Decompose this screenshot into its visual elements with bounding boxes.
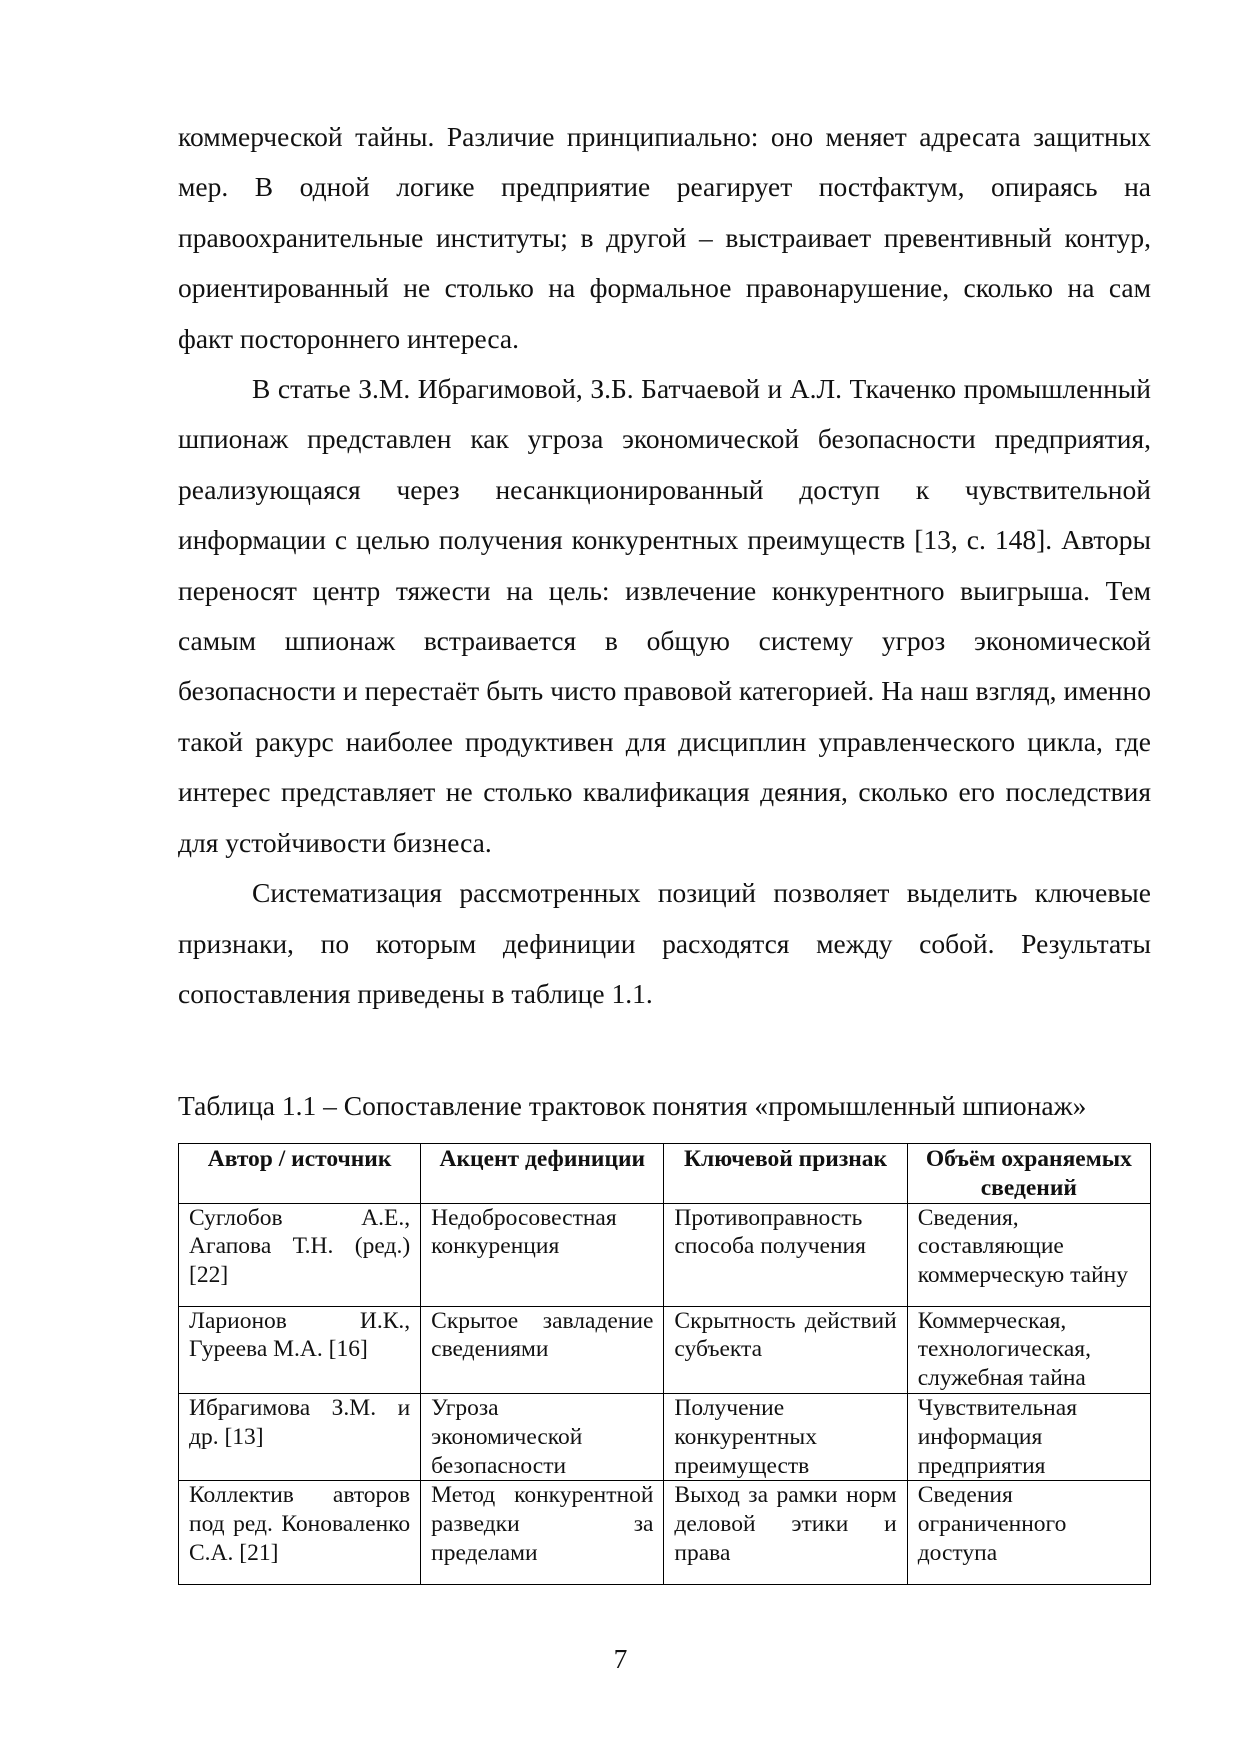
header-author: Автор / источник (179, 1144, 421, 1204)
table-cell: Чувствительная информация предприятия (907, 1393, 1150, 1480)
table-cell: Метод конкурентной разведки за пределами (421, 1481, 664, 1585)
table-cell: Скрытое завладение сведениями (421, 1306, 664, 1393)
table-row (179, 1203, 1151, 1306)
comparison-table (178, 1143, 1151, 1585)
table-row (179, 1306, 1151, 1393)
table-caption: Таблица 1.1 – Сопоставление трактовок понятия «промышленный шпионаж» (178, 1090, 1087, 1121)
table-cell: Сведения ограниченного доступа (907, 1481, 1150, 1585)
header-protected-info-scope: Объём охраняемых сведений (907, 1144, 1150, 1204)
table-cell: Скрытность действий субъекта (664, 1306, 907, 1393)
body-text (178, 112, 1151, 1019)
paragraph-systematization: Систематизация рассмотренных позиций позволяет выделить ключевые признаки, по которым дефиниции расходятся между собой. Результаты сопоставления приведены в таблице 1.1. (178, 877, 1151, 1009)
table-cell: Сведения, составляющие коммерческую тайну (907, 1203, 1150, 1306)
table-cell: Коммерческая, технологическая, служебная тайна (907, 1306, 1150, 1393)
page-number: 7 (613, 1643, 628, 1674)
table-row (179, 1393, 1151, 1480)
header-definition-accent: Акцент дефиниции (421, 1144, 664, 1204)
header-key-feature: Ключевой признак (664, 1144, 907, 1204)
table-row (179, 1481, 1151, 1585)
table-cell: Недобросовестная конкуренция (421, 1203, 664, 1306)
table-header-row (179, 1144, 1151, 1204)
table-cell: Коллектив авторов под ред. Коноваленко С.А. [21] (179, 1481, 421, 1585)
table-cell: Выход за рамки норм деловой этики и права (664, 1481, 907, 1585)
table-cell: Противоправность способа получения (664, 1203, 907, 1306)
table-cell: Ибрагимова З.М. и др. [13] (179, 1393, 421, 1480)
table-cell: Суглобов А.Е., Агапова Т.Н. (ред.) [22] (179, 1203, 421, 1306)
table-cell: Ларионов И.К., Гуреева М.А. [16] (179, 1306, 421, 1393)
paragraph-continuation: коммерческой тайны. Различие принципиально: оно меняет адресата защитных мер. В одной логике предприятие реагирует постфактум, опираясь на правоохранительные институты; в другой – выстраивает превентивный контур, ориентированный не столько на формальное правонарушение, сколько на сам факт постороннего интереса. (178, 121, 1151, 354)
table-cell: Угроза экономической безопасности (421, 1393, 664, 1480)
paragraph-ibragimova: В статье З.М. Ибрагимовой, З.Б. Батчаевой и А.Л. Ткаченко промышленный шпионаж представлен как угроза экономической безопасности предприятия, реализующаяся через несанкционированный доступ к чувствительной информации с целью получения конкурентных преимуществ [13, с. 148]. Авторы переносят центр тяжести на цель: извлечение конкурентного выигрыша. Тем самым шпионаж встраивается в общую систему угроз экономической безопасности и перестаёт быть чисто правовой категорией. На наш взгляд, именно такой ракурс наиболее продуктивен для дисциплин управленческого цикла, где интерес представляет не столько квалификация деяния, сколько его последствия для устойчивости бизнеса. (178, 373, 1151, 858)
table-cell: Получение конкурентных преимуществ (664, 1393, 907, 1480)
